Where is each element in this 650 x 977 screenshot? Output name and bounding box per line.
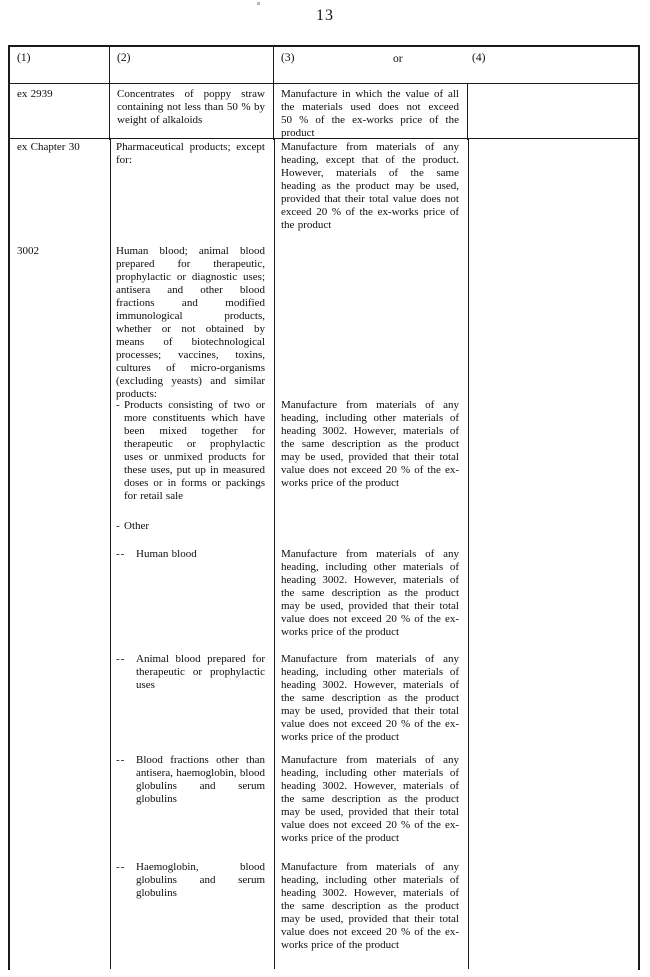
empty-cell (468, 84, 638, 140)
dash-marker: -- (116, 861, 126, 873)
product-description (110, 520, 274, 533)
heading-code (10, 754, 110, 845)
product-description: Concentrates of poppy straw containing not less than 50 % by weight of alkaloids (110, 84, 274, 140)
table-subrow (10, 399, 638, 503)
dash-marker: -- (116, 754, 126, 766)
product-description: Human blood; animal blood prepared for therapeutic, prophylactic or diagnostic uses; antisera and other blood fractions and modified immunological products, whether or not obtained by means of biotechnological processes; vaccines, toxins, cultures of micro-organisms (excluding yeasts) and similar products: (116, 245, 265, 400)
table-subrow (10, 548, 638, 639)
table-header-row (10, 47, 638, 84)
heading-code (10, 653, 110, 744)
heading-code (10, 520, 110, 533)
empty-cell (468, 520, 638, 533)
product-description (110, 754, 274, 845)
page-number: 13 (316, 7, 334, 24)
scan-artifact (257, 2, 260, 5)
product-description (110, 399, 274, 503)
product-description (110, 548, 274, 639)
product-description-text: Blood fractions other than antisera, haemoglobin, blood globulins and serum globulins (136, 754, 265, 805)
product-description-text: Other (124, 520, 150, 532)
product-description-text: Haemoglobin, blood globulins and serum globulins (136, 861, 265, 899)
origin-rule: Manufacture from materials of any heading, except that of the product. However, materials of the same heading as the product may be used, provided that their total value does not exceed 20 % of the ex-works price of the product (281, 141, 459, 231)
empty-cell (468, 653, 638, 744)
product-description-text: Products consisting of two or more constituents which have been mixed together for therapeutic or prophylactic uses or unmixed products for these uses, put up in measured doses or in forms or packings for retail sale (124, 399, 265, 502)
origin-rule: Manufacture from materials of any heading, including other materials of heading 3002. However, materials of the same description as the product may be used, provided that their total value does not exceed 20 % of the ex-works price of the product (281, 861, 459, 951)
origin-rule: Manufacture from materials of any heading, including other materials of heading 3002. However, materials of the same description as the product may be used, provided that their total value does not exceed 20 % of the ex-works price of the product (281, 754, 459, 844)
column-header-2: (2) (110, 47, 274, 83)
product-description (110, 861, 274, 952)
header-or-label: or (393, 53, 403, 65)
table-row-chapter30 (10, 139, 638, 969)
dash-marker: -- (116, 653, 126, 665)
empty-cell (468, 245, 638, 401)
dash-marker: - (116, 399, 121, 411)
column-header-3-4 (274, 47, 638, 83)
table-row-ex2939 (10, 84, 638, 139)
heading-code: 3002 (17, 245, 39, 257)
heading-code (10, 399, 110, 503)
table-subrow (10, 520, 638, 533)
dash-marker: -- (116, 548, 126, 560)
heading-code (10, 861, 110, 952)
table-subrow (10, 141, 638, 232)
table-subrow (10, 653, 638, 744)
column-header-4: (4) (472, 52, 486, 64)
column-header-3: (3) (281, 52, 295, 64)
origin-rule: Manufacture in which the value of all the materials used does not exceed 50 % of the ex-works price of the product (274, 84, 468, 140)
origin-rule (274, 245, 468, 401)
origin-rule: Manufacture from materials of any heading, including other materials of heading 3002. However, materials of the same description as the product may be used, provided that their total value does not exceed 20 % of the ex-works price of the product (281, 548, 459, 638)
product-description-text: Human blood (136, 548, 197, 560)
table-subrow (10, 861, 638, 952)
column-header-1: (1) (10, 47, 110, 83)
origin-rule: Manufacture from materials of any heading, including other materials of heading 3002. However, materials of the same description as the product may be used, provided that their total value does not exceed 20 % of the ex-works price of the product (281, 399, 459, 489)
empty-cell (468, 548, 638, 639)
empty-cell (468, 399, 638, 503)
heading-code: ex 2939 (10, 84, 110, 140)
empty-cell (468, 861, 638, 952)
dash-marker: - (116, 520, 121, 532)
heading-code (10, 548, 110, 639)
rules-of-origin-table (8, 45, 640, 970)
origin-rule (274, 520, 468, 533)
empty-cell (468, 141, 638, 232)
origin-rule: Manufacture from materials of any heading, including other materials of heading 3002. However, materials of the same description as the product may be used, provided that their total value does not exceed 20 % of the ex-works price of the product (281, 653, 459, 743)
heading-code: ex Chapter 30 (17, 141, 80, 153)
product-description (110, 653, 274, 744)
table-subrow (10, 245, 638, 401)
table-subrow (10, 754, 638, 845)
product-description-text: Animal blood prepared for therapeutic or prophylactic uses (136, 653, 265, 691)
empty-cell (468, 754, 638, 845)
product-description: Pharmaceutical products; except for: (116, 141, 265, 166)
